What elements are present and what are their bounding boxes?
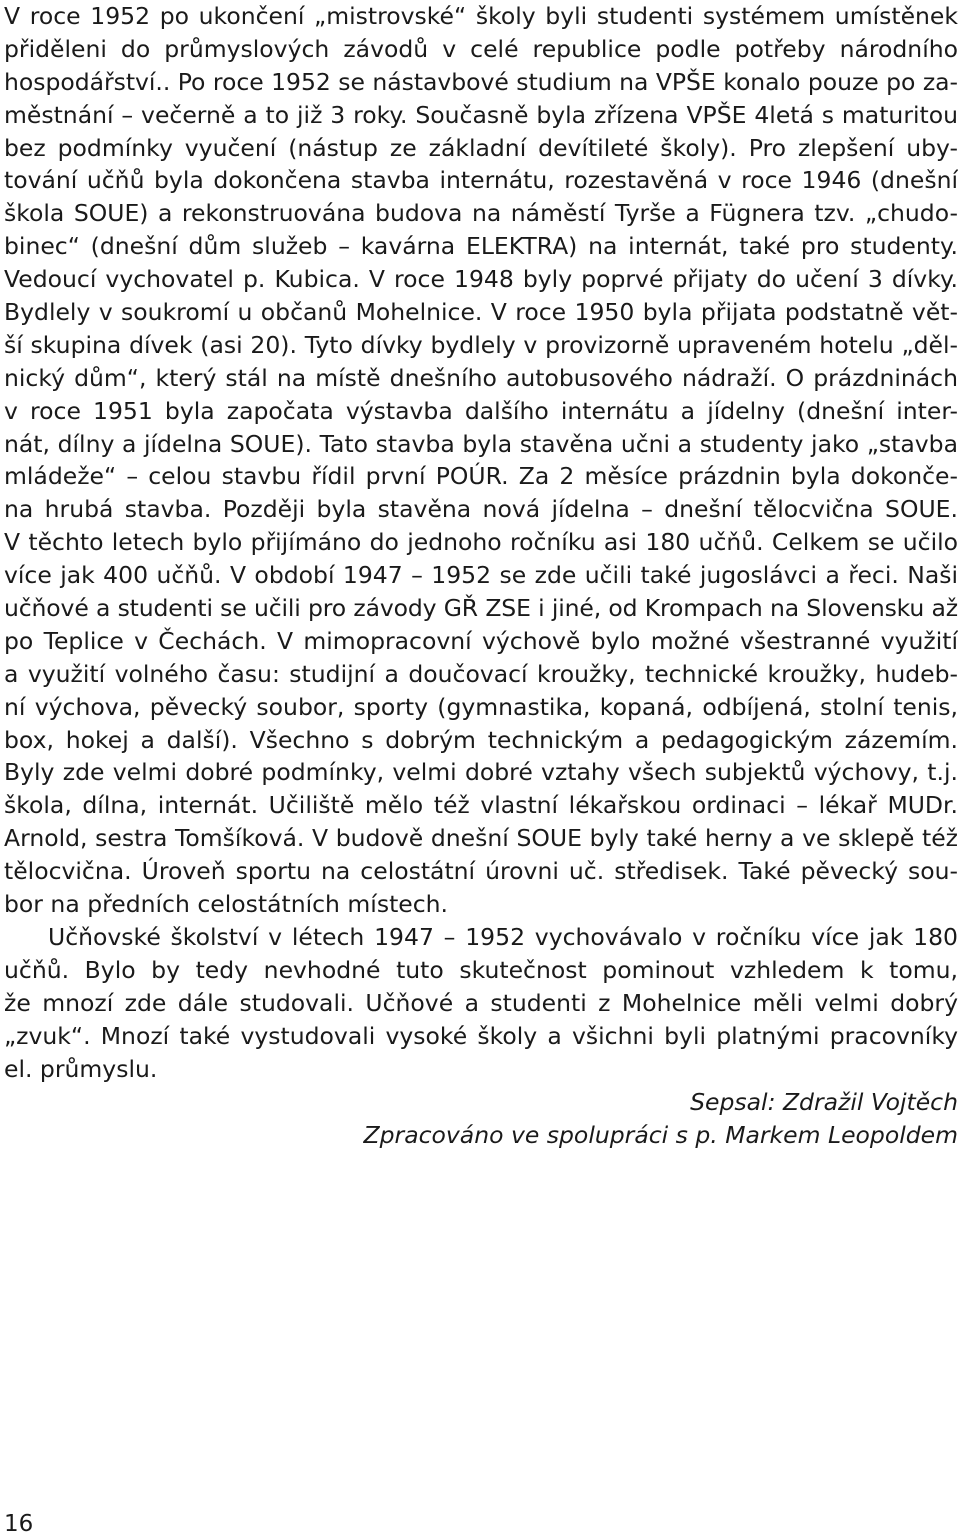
text-line: škola SOUE) a rekonstruována budova na náměstí Tyrše a Fügnera tzv. „chudo- <box>4 199 958 228</box>
text-line: box, hokej a další). Všechno s dobrým technickým a pedagogickým zázemím. <box>4 725 958 754</box>
text-line: Učňovské školství v létech 1947 – 1952 vychovávalo v ročníku více jak 180 <box>48 922 958 951</box>
text-line: a využití volného času: studijní a doučovací kroužky, technické kroužky, hudeb- <box>4 659 958 688</box>
text-line: že mnozí zde dále studovali. Učňové a studenti z Mohelnice měli velmi dobrý <box>4 988 958 1017</box>
text-line: hospodářství.. Po roce 1952 se nástavbové studium na VPŠE konalo pouze po za- <box>4 67 958 96</box>
text-line: škola, dílna, internát. Učiliště mělo též vlastní lékařskou ordinaci – lékař MUDr. <box>4 791 958 820</box>
text-line: tování učňů byla dokončena stavba internátu, rozestavěná v roce 1946 (dnešní <box>4 166 958 195</box>
text-line: Vedoucí vychovatel p. Kubica. V roce 1948 byly poprvé přijaty do učení 3 dívky. <box>4 265 958 294</box>
text-line: bor na předních celostátních místech. <box>4 890 449 919</box>
text-line: v roce 1951 byla započata výstavba dalšího internátu a jídelny (dnešní inter- <box>4 396 958 425</box>
text-line: ší skupina dívek (asi 20). Tyto dívky bydlely v provizorně upraveném hotelu „děl- <box>4 330 958 359</box>
text-line: bez podmínky vyučení (nástup ze základní devítileté školy). Pro zlepšení uby- <box>4 133 958 162</box>
text-line: tělocvična. Úroveň sportu na celostátní úrovni uč. středisek. Také pěvecký sou- <box>4 857 958 886</box>
text-line: binec“ (dnešní dům služeb – kavárna ELEKTRA) na internát, také pro studenty. <box>4 232 958 261</box>
text-line: na hrubá stavba. Později byla stavěna nová jídelna – dnešní tělocvična SOUE. <box>4 495 958 524</box>
paragraph-2 <box>4 921 958 1085</box>
text-line: „zvuk“. Mnozí také vystudovali vysoké školy a všichni byli platnými pracovníky <box>4 1021 958 1050</box>
text-line: učňové a studenti se učili pro závody GŘ ZSE i jiné, od Krompach na Slovensku až <box>4 594 958 623</box>
text-line: učňů. Bylo by tedy nevhodné tuto skutečnost pominout vzhledem k tomu, <box>4 955 958 984</box>
text-line: nický dům“, který stál na místě dnešního autobusového nádraží. O prázdninách <box>4 363 958 392</box>
text-line: městnání – večerně a to již 3 roky. Současně byla zřízena VPŠE 4letá s maturitou <box>4 100 958 129</box>
text-line: Byly zde velmi dobré podmínky, velmi dobré vztahy všech subjektů výchovy, t.j. <box>4 758 958 787</box>
text-line: Arnold, sestra Tomšíková. V budově dnešní SOUE byly také herny a ve sklepě též <box>4 824 958 853</box>
text-line: mládeže“ – celou stavbu řídil první POÚR. Za 2 měsíce prázdnin byla dokonče- <box>4 462 958 491</box>
signature-block <box>4 1086 958 1152</box>
text-line: po Teplice v Čechách. V mimopracovní výchově bylo možné všestranné využití <box>4 626 958 655</box>
text-line: ní výchova, pěvecký soubor, sporty (gymnastika, kopaná, odbíjená, stolní tenis, <box>4 692 958 721</box>
text-line: V roce 1952 po ukončení „mistrovské“ školy byli studenti systémem umístěnek <box>4 2 958 30</box>
text-line: Bydlely v soukromí u občanů Mohelnice. V roce 1950 byla přijata podstatně vět- <box>4 298 958 327</box>
paragraph-1 <box>4 0 958 921</box>
text-line: V těchto letech bylo přijímáno do jednoho ročníku asi 180 učňů. Celkem se učilo <box>4 528 958 557</box>
signature-collaboration: Zpracováno ve spolupráci s p. Markem Leopoldem <box>363 1121 958 1150</box>
document-page <box>4 0 958 1152</box>
text-line: přiděleni do průmyslových závodů v celé republice podle potřeby národního <box>4 34 958 63</box>
page-number: 16 <box>4 1511 34 1537</box>
text-line: el. průmyslu. <box>4 1054 158 1083</box>
text-line: nát, dílny a jídelna SOUE). Tato stavba byla stavěna učni a studenty jako „stavba <box>4 429 958 458</box>
signature-author: Sepsal: Zdražil Vojtěch <box>690 1088 958 1117</box>
text-line: více jak 400 učňů. V období 1947 – 1952 se zde učili také jugoslávci a řeci. Naši <box>4 561 958 590</box>
